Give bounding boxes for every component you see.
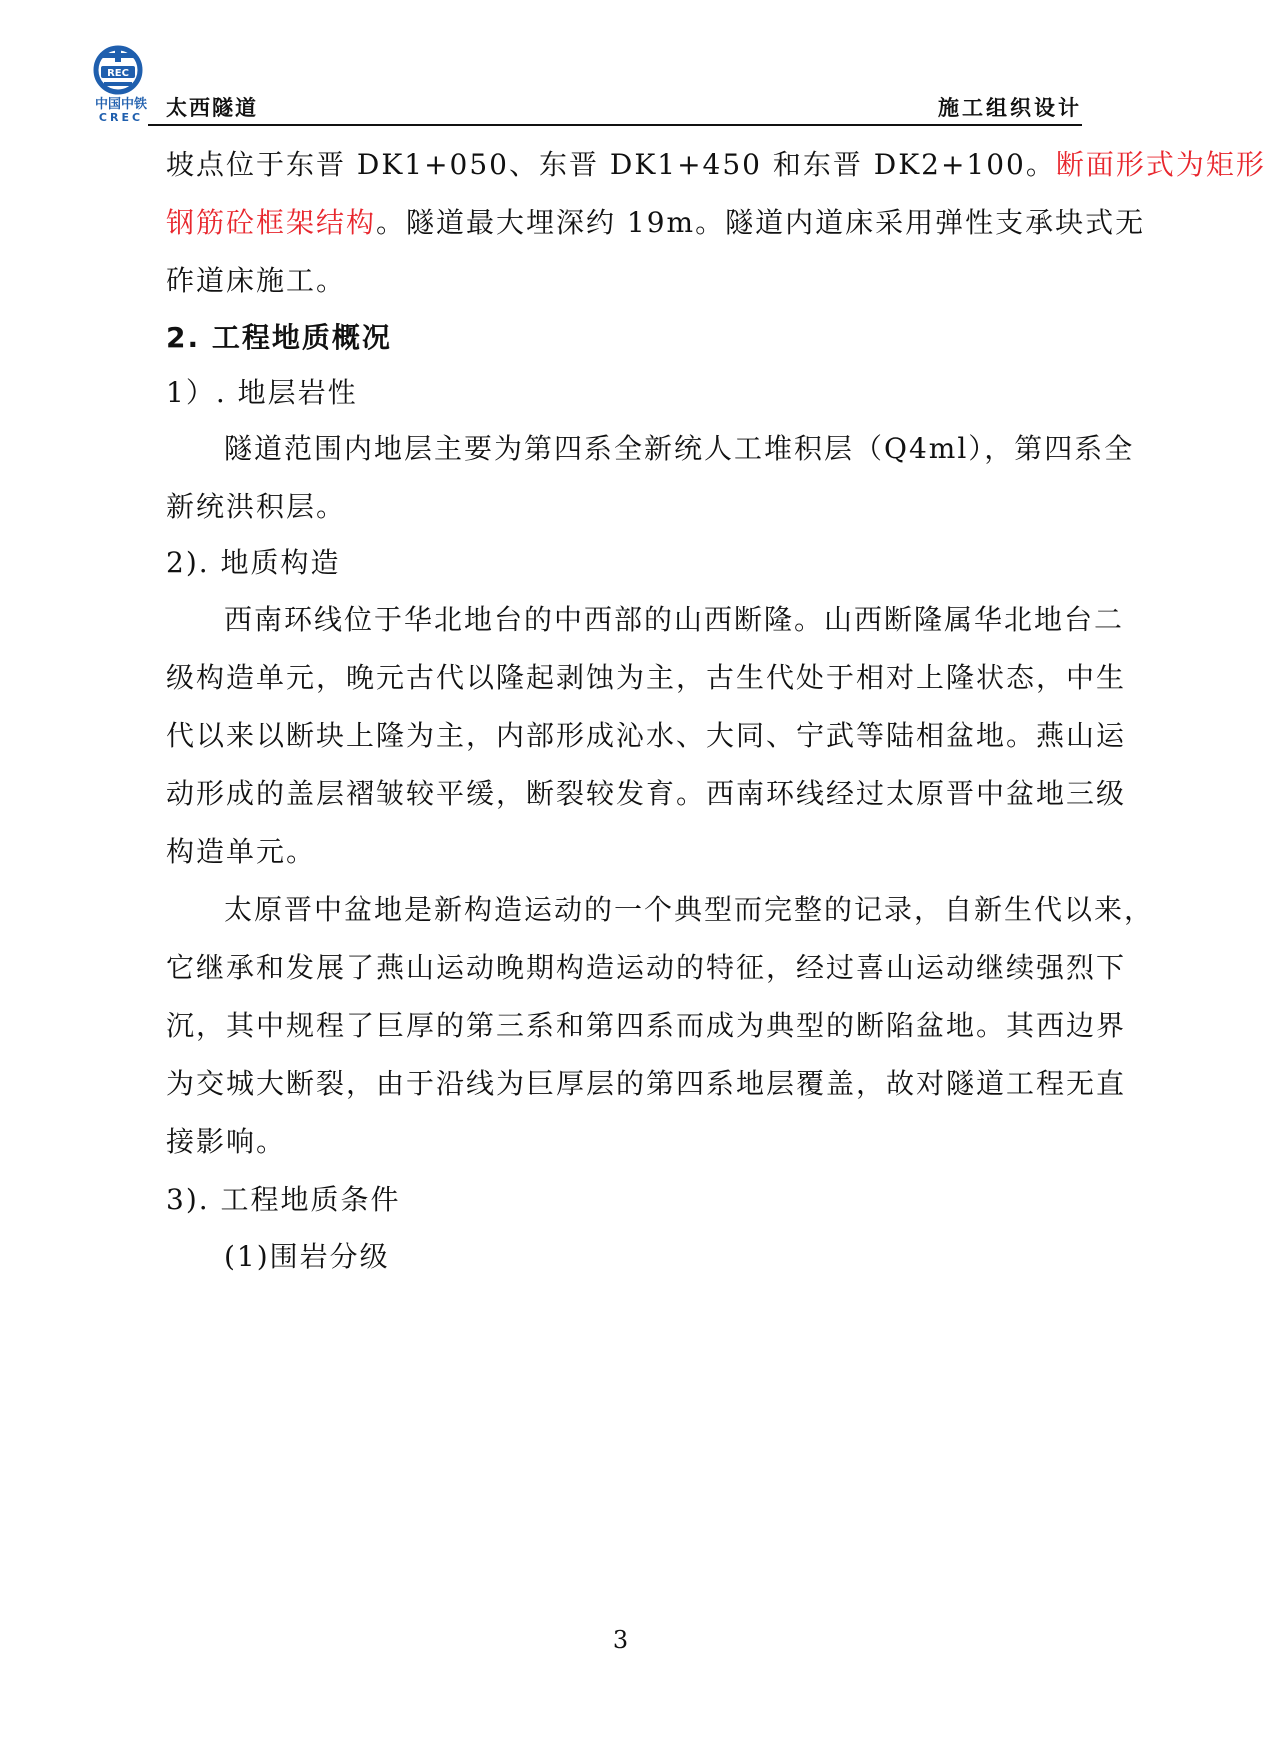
subsection-title: 1）. 地层岩性 bbox=[166, 376, 358, 409]
subsection-title: 3). 工程地质条件 bbox=[166, 1183, 401, 1216]
paragraph-line: 级构造单元，晚元古代以隆起剥蚀为主，古生代处于相对上隆状态，中生 bbox=[166, 661, 1127, 694]
crec-logo bbox=[88, 44, 148, 124]
logo-badge-text: REC bbox=[107, 68, 129, 79]
paragraph-line: 太原晋中盆地是新构造运动的一个典型而完整的记录，自新生代以来， bbox=[224, 893, 1155, 926]
page-header bbox=[88, 44, 1082, 124]
highlighted-text: 钢筋砼框架结构 bbox=[166, 206, 377, 239]
logo-caption bbox=[90, 98, 152, 124]
header-document-type: 施工组织设计 bbox=[938, 96, 1082, 120]
paragraph-line: 隧道范围内地层主要为第四系全新统人工堆积层（Q4ml），第四系全 bbox=[224, 432, 1135, 465]
paragraph-line bbox=[166, 148, 1266, 182]
paragraph-line: 接影响。 bbox=[166, 1125, 287, 1158]
header-project-title: 太西隧道 bbox=[166, 96, 258, 120]
crec-logo-icon bbox=[88, 44, 148, 100]
text-run: 。隧道最大埋深约 19m。隧道内道床采用弹性支承块式无 bbox=[376, 206, 1146, 239]
logo-en-text: CREC bbox=[98, 111, 144, 124]
highlighted-text: 断面形式为矩形 bbox=[1055, 148, 1266, 181]
header-divider bbox=[148, 124, 1082, 126]
paragraph-line: 动形成的盖层褶皱较平缓，断裂较发育。西南环线经过太原晋中盆地三级 bbox=[166, 777, 1127, 810]
paragraph-line: 代以来以断块上隆为主，内部形成沁水、大同、宁武等陆相盆地。燕山运 bbox=[166, 719, 1127, 752]
paragraph-line: 西南环线位于华北地台的中西部的山西断隆。山西断隆属华北地台二 bbox=[224, 603, 1125, 636]
paragraph-line: 构造单元。 bbox=[166, 835, 317, 868]
page-number: 3 bbox=[612, 1626, 629, 1654]
text-run: 坡点位于东晋 DK1+050、东晋 DK1+450 和东晋 DK2+100。 bbox=[166, 148, 1056, 181]
paragraph-line: 新统洪积层。 bbox=[166, 490, 347, 523]
paragraph-line: 它继承和发展了燕山运动晚期构造运动的特征，经过喜山运动继续强烈下 bbox=[166, 951, 1127, 984]
logo-cn-text: 中国中铁 bbox=[94, 97, 147, 112]
paragraph-line: 为交城大断裂，由于沿线为巨厚层的第四系地层覆盖，故对隧道工程无直 bbox=[166, 1067, 1127, 1100]
sub-item-title: (1)围岩分级 bbox=[224, 1240, 390, 1273]
paragraph-line: 砟道床施工。 bbox=[166, 264, 347, 297]
subsection-title: 2). 地质构造 bbox=[166, 546, 341, 579]
paragraph-line bbox=[166, 206, 1146, 240]
paragraph-line: 沉，其中规程了巨厚的第三系和第四系而成为典型的断陷盆地。其西边界 bbox=[166, 1009, 1127, 1042]
section-heading: 2. 工程地质概况 bbox=[166, 321, 392, 354]
